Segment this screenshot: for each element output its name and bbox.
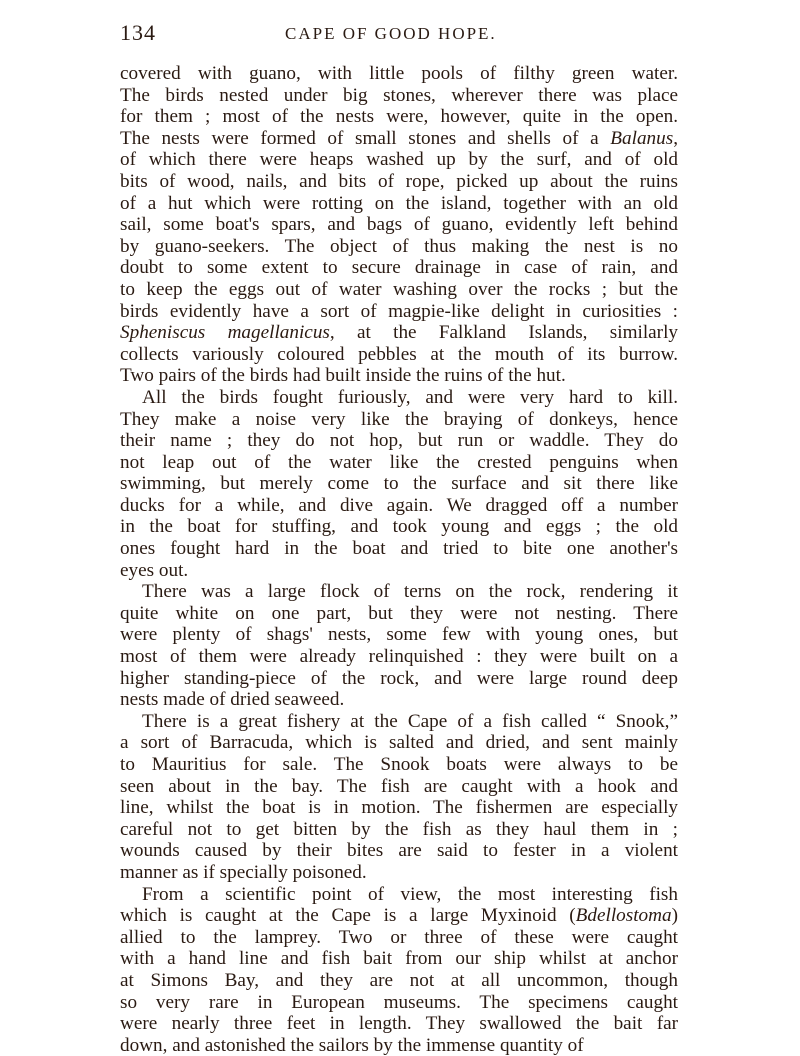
- text-line: The birds nested under big stones, wherever there was place: [120, 84, 678, 106]
- text-line: careful not to get bitten by the fish as they haul them in ;: [120, 818, 678, 840]
- text-line: allied to the lamprey. Two or three of these were caught: [120, 926, 678, 948]
- text-line: collects variously coloured pebbles at the mouth of its burrow.: [120, 343, 678, 365]
- text-line: of a hut which were rotting on the island, together with an old: [120, 192, 678, 214]
- text-line: in the boat for stuffing, and took young and eggs ; the old: [120, 516, 678, 538]
- text-line: by guano-seekers. The object of thus making the nest is no: [120, 235, 678, 257]
- paragraph: [120, 581, 678, 711]
- text-line: From a scientific point of view, the most interesting fish: [142, 883, 678, 905]
- text-line: to keep the eggs out of water washing over the rocks ; but the: [120, 278, 678, 300]
- text-line: All the birds fought furiously, and were very hard to kill.: [142, 386, 678, 408]
- text-line: They make a noise very like the braying of donkeys, hence: [120, 408, 678, 430]
- text-line: eyes out.: [120, 559, 189, 581]
- text-line: ones fought hard in the boat and tried to bite one another's: [120, 538, 678, 560]
- text-line: ducks for a while, and dive again. We dragged off a number: [120, 494, 678, 516]
- text-line: seen about in the bay. The fish are caught with a hook and: [120, 775, 678, 797]
- text-line: with a hand line and fish bait from our ship whilst at anchor: [120, 948, 678, 970]
- paragraph: [120, 387, 678, 581]
- text-line: of which there were heaps washed up by the surf, and of old: [120, 149, 678, 171]
- text-line: manner as if specially poisoned.: [120, 861, 367, 883]
- text-line: wounds caused by their bites are said to fester in a violent: [120, 840, 678, 862]
- text-line: sail, some boat's spars, and bags of guano, evidently left behind: [120, 214, 678, 236]
- text-line: Spheniscus magellanicus, at the Falkland Islands, similarly: [120, 322, 678, 344]
- running-title: CAPE OF GOOD HOPE.: [285, 24, 497, 43]
- italic-term: Balanus: [610, 127, 674, 149]
- text-line: Two pairs of the birds had built inside the ruins of the hut.: [120, 365, 566, 387]
- italic-term: Bdellostoma: [575, 905, 672, 927]
- page-header: [120, 18, 680, 48]
- body-text: [120, 63, 678, 1056]
- text-line: down, and astonished the sailors by the immense quantity of: [120, 1034, 584, 1056]
- text-line: doubt to some extent to secure drainage in case of rain, and: [120, 257, 678, 279]
- paragraph: [120, 884, 678, 1056]
- text-line: swimming, but merely come to the surface and sit there like: [120, 473, 678, 495]
- text-line: line, whilst the boat is in motion. The fishermen are especially: [120, 797, 678, 819]
- text-line: nests made of dried seaweed.: [120, 689, 345, 711]
- text-line: quite white on one part, but they were not nesting. There: [120, 602, 678, 624]
- paragraph: [120, 711, 678, 884]
- text-line: at Simons Bay, and they are not at all uncommon, though: [120, 969, 678, 991]
- text-line: to Mauritius for sale. The Snook boats were always to be: [120, 754, 678, 775]
- page-number: 134: [120, 20, 156, 45]
- text-line: most of them were already relinquished : they were built on a: [120, 646, 678, 668]
- text-line: There was a large flock of terns on the rock, rendering it: [142, 581, 678, 603]
- text-line: There is a great fishery at the Cape of a fish called “ Snook,”: [142, 710, 678, 732]
- text-line: not leap out of the water like the crested penguins when: [120, 451, 678, 473]
- text-line: a sort of Barracuda, which is salted and dried, and sent mainly: [120, 732, 678, 754]
- text-line: The nests were formed of small stones and shells of a Balanus,: [120, 127, 678, 149]
- text-line: which is caught at the Cape is a large Myxinoid (Bdellostoma): [120, 905, 678, 927]
- text-line: bits of wood, nails, and bits of rope, picked up about the ruins: [120, 170, 678, 192]
- text-line: birds evidently have a sort of magpie-like delight in curiosities :: [120, 300, 678, 322]
- italic-term: Spheniscus magellanicus: [120, 322, 330, 344]
- text-line: were plenty of shags' nests, some few with young ones, but: [120, 624, 678, 646]
- text-line: so very rare in European museums. The specimens caught: [120, 991, 678, 1013]
- text-line: were nearly three feet in length. They swallowed the bait far: [120, 1013, 678, 1035]
- text-line: their name ; they do not hop, but run or waddle. They do: [120, 430, 678, 452]
- paragraph: [120, 63, 678, 387]
- text-line: higher standing-piece of the rock, and were large round deep: [120, 667, 678, 689]
- text-line: for them ; most of the nests were, however, quite in the open.: [120, 106, 678, 128]
- text-line: covered with guano, with little pools of filthy green water.: [120, 63, 678, 84]
